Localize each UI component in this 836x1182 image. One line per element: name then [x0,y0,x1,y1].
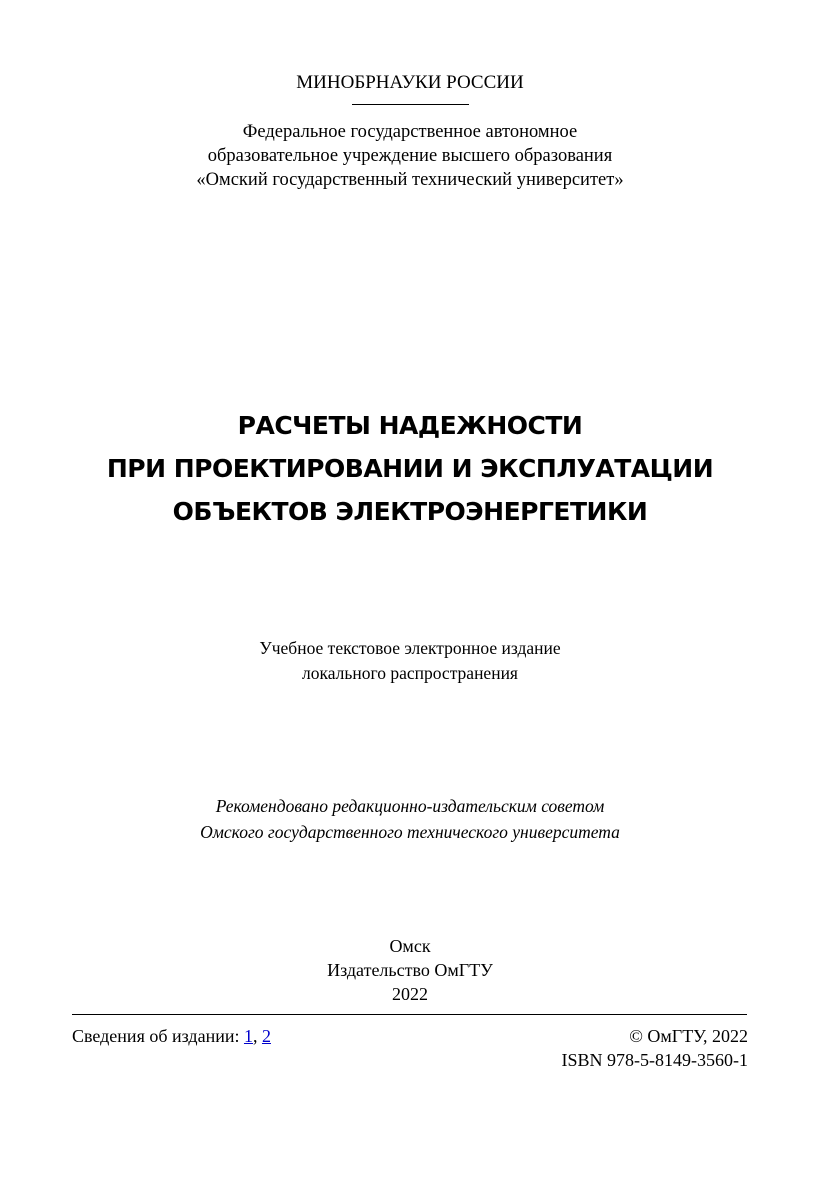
edition-line-2: локального распространения [302,663,518,683]
title-line-3: ОБЪЕКТОВ ЭЛЕКТРОЭНЕРГЕТИКИ [172,497,648,526]
university-line-2: образовательное учреждение высшего образования [207,146,613,166]
edition-line-1: Учебное текстовое электронное издание [259,638,561,658]
imprint-year: 2022 [392,984,428,1004]
imprint [0,934,820,1006]
recommended-line-1: Рекомендовано редакционно-издательским советом [215,796,605,816]
ministry-underline [352,104,469,105]
title-line-1: РАСЧЕТЫ НАДЕЖНОСТИ [237,411,583,440]
edition-info [72,1024,271,1048]
title-line-2: ПРИ ПРОЕКТИРОВАНИИ И ЭКСПЛУАТАЦИИ [106,454,714,483]
isbn: ISBN 978-5-8149-3560-1 [561,1050,748,1070]
edition-type [0,636,820,686]
edition-info-link-2[interactable]: 2 [261,1026,271,1046]
imprint-publisher: Издательство ОмГТУ [327,960,493,980]
edition-info-link-1[interactable]: 1 [243,1026,253,1046]
ministry-name: МИНОБРНАУКИ РОССИИ [296,72,524,93]
edition-info-separator: , [252,1026,258,1046]
university-line-1: Федеральное государственное автономное [242,122,578,142]
imprint-city: Омск [389,936,431,956]
recommendation-note [0,793,820,845]
university-name [0,120,820,192]
footer-divider [72,1014,747,1015]
copyright-notice: © ОмГТУ, 2022 [629,1026,748,1046]
recommended-line-2: Омского государственного технического университета [200,822,620,842]
ministry-heading [0,72,820,94]
university-line-3: «Омский государственный технический университет» [196,170,624,190]
publication-ids [562,1024,749,1072]
edition-info-label: Сведения об издании: [72,1026,240,1046]
document-title [0,404,820,533]
